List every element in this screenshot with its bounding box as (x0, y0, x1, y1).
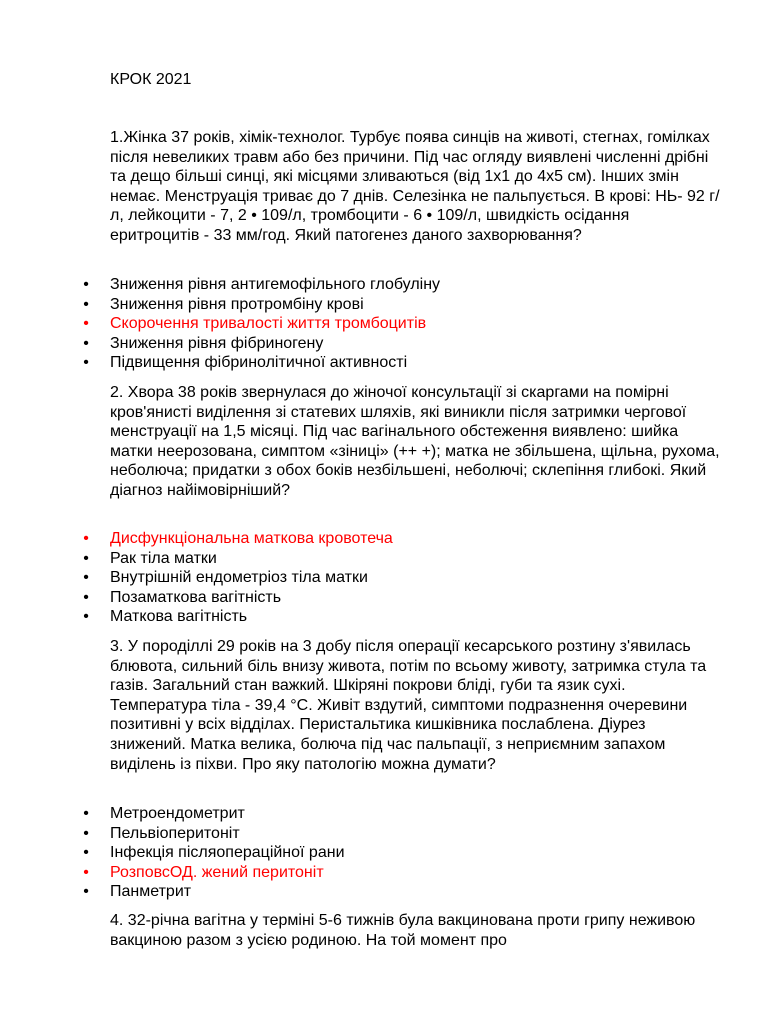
option-label: Позаматкова вагітність (110, 588, 282, 606)
question-2-text: 2. Хвора 38 років звернулася до жіночої консультації зі скаргами на помірні кров'янисті виділення зі статевих шляхів, які виникли після затримки чергової менструації на 1,5 місяці. Під час вагінального обстеження виявлено: шийка матки неерозована, симптом «зіниці» (++ +); матка не збільшена, щільна, рухома, неболюча; придатки з обох боків незбільшені, неболючі; склепіння глибокі. Який діагноз найімовірніший? (110, 384, 720, 499)
question-2-option-c (0, 568, 768, 588)
option-label: Панметрит (110, 883, 192, 901)
bullet-icon: • (83, 549, 89, 567)
question-3-option-d-correct (0, 863, 768, 883)
question-3-text: 3. У породіллі 29 років на 3 добу після операції кесарського розтину з'явилась блювота, сильний біль внизу живота, потім по всьому животу, затримка стула та газів. Загальний стан важкий. Шкіряні покрови бліді, губи та язик сухі. Температура тіла - 39,4 °С. Живіт вздутий, симптоми подразнення очеревини позитивні у всіх відділах. Перистальтика кишківника послаблена. Діурез знижений. Матка велика, болюча під час пальпації, з неприємним запахом виділень із піхви. Про яку патологію можна думати? (110, 638, 707, 773)
bullet-icon: • (83, 354, 89, 372)
question-1-option-b (0, 295, 768, 315)
option-label: Маткова вагітність (110, 608, 248, 626)
question-1-option-d (0, 334, 768, 354)
bullet-icon: • (83, 844, 89, 862)
bullet-icon: • (83, 883, 89, 901)
document-title: КРОК 2021 (110, 71, 192, 88)
question-3-option-c (0, 843, 768, 863)
question-3-option-e (0, 882, 768, 902)
bullet-icon: • (83, 334, 89, 352)
bullet-icon: • (83, 315, 89, 333)
option-label: Дисфункціональна маткова кровотеча (110, 530, 393, 547)
question-1-option-e (0, 353, 768, 373)
question-1-option-c-correct (0, 314, 768, 334)
question-2-option-e (0, 607, 768, 627)
bullet-icon: • (83, 569, 89, 587)
question-2-options (0, 529, 768, 627)
bullet-icon: • (83, 295, 89, 313)
bullet-icon: • (83, 588, 89, 606)
question-1-options (0, 275, 768, 373)
option-label: Внутрішній ендометріоз тіла матки (110, 569, 368, 587)
option-label: Зниження рівня фібриногену (110, 334, 324, 352)
option-label: Метроендометрит (110, 805, 245, 822)
option-label: РозповсОД. жений перитоніт (110, 863, 324, 881)
option-label: Підвищення фібринолітичної активності (110, 354, 408, 372)
bullet-icon: • (83, 805, 89, 822)
bullet-icon: • (83, 530, 89, 547)
question-2-option-d (0, 588, 768, 608)
option-label: Інфекція післяопераційної рани (110, 844, 345, 862)
question-1-option-a (0, 275, 768, 295)
question-4-text: 4. 32-річна вагітна у терміні 5-6 тижнів була вакцинована проти грипу неживою вакциною разом з усією родиною. На той момент про (110, 912, 696, 949)
question-3-option-b (0, 824, 768, 844)
option-label: Зниження рівня антигемофільного глобуліну (110, 276, 441, 293)
question-3-options (0, 804, 768, 902)
bullet-icon: • (83, 608, 89, 626)
question-1-text: 1.Жінка 37 років, хімік-технолог. Турбує поява синців на животі, стегнах, гомілках після невеликих травм або без причини. Під час огляду виявлені численні дрібні та дещо більші синці, які місцями зливаються (від 1х1 до 4х5 см). Інших змін немає. Менструація триває до 7 днів. Селезінка не пальпується. В крові: НЬ- 92 г/л, лейкоцити - 7, 2 • 109/л, тромбоцити - 6 • 109/л, швидкість осідання еритроцитів - 33 мм/год. Який патогенез даного захворювання? (110, 129, 720, 244)
question-2-option-b (0, 549, 768, 569)
question-2-option-a-correct (0, 529, 768, 549)
option-label: Пельвіоперитоніт (110, 824, 240, 842)
question-3-option-a (0, 804, 768, 824)
option-label: Рак тіла матки (110, 549, 217, 567)
bullet-icon: • (83, 276, 89, 293)
option-label: Зниження рівня протромбіну крові (110, 295, 364, 313)
bullet-icon: • (83, 824, 89, 842)
option-label: Скорочення тривалості життя тромбоцитів (110, 315, 427, 333)
bullet-icon: • (83, 863, 89, 881)
